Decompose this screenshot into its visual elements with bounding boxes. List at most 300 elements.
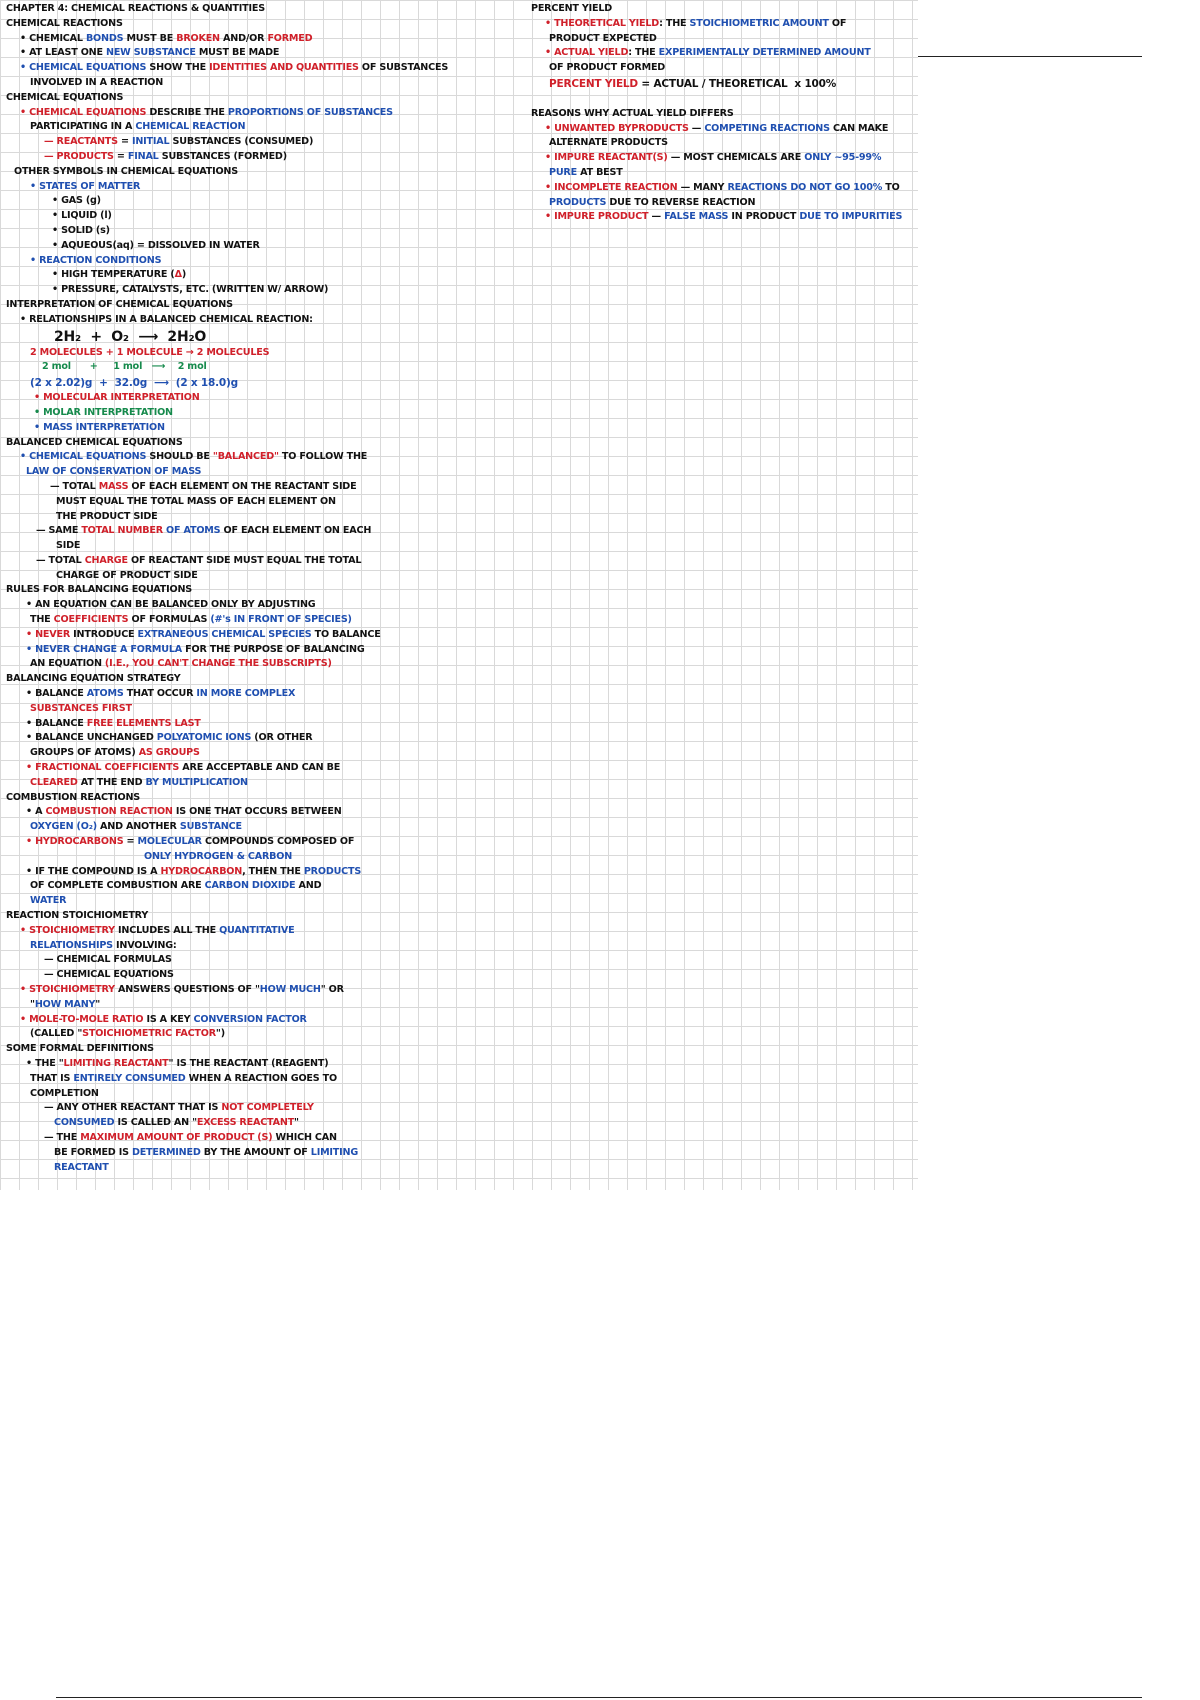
note-text: CONVERSION FACTOR: [193, 1013, 307, 1025]
left-column-line: [6, 436, 526, 451]
note-text: — MOST CHEMICALS ARE: [667, 152, 805, 164]
left-column-line: [6, 480, 526, 495]
left-column-line: [6, 643, 526, 658]
note-text: • AQUEOUS(aq) = DISSOLVED IN WATER: [52, 239, 260, 251]
note-text: • MOLE-TO-MOLE RATIO: [20, 1013, 144, 1025]
left-column-line: [6, 672, 526, 687]
note-text: IS A KEY: [143, 1013, 194, 1025]
note-text: (I.E., YOU CAN'T CHANGE THE SUBSCRIPTS): [104, 658, 332, 670]
note-text: • NEVER CHANGE A FORMULA: [26, 643, 182, 655]
note-text: EXCESS REACTANT: [196, 1117, 295, 1129]
note-text: COMBUSTION REACTIONS: [6, 791, 141, 803]
note-text: INTERPRETATION OF CHEMICAL EQUATIONS: [6, 298, 233, 310]
note-text: INVOLVED IN A REACTION: [30, 76, 164, 88]
note-text: SHOW THE: [146, 62, 210, 74]
note-text: RELATIONSHIPS: [30, 939, 113, 951]
note-text: INVOLVING:: [112, 939, 177, 951]
right-notes-column: [531, 2, 921, 225]
left-notes-column: [6, 2, 526, 1175]
note-text: IDENTITIES AND QUANTITIES: [209, 62, 359, 74]
note-text: • NEVER: [26, 628, 71, 640]
note-text: OF PRODUCT FORMED: [549, 62, 666, 74]
note-text: • STATES OF MATTER: [30, 180, 141, 192]
left-column-line: [6, 1161, 526, 1176]
note-text: PRODUCT EXPECTED: [549, 32, 657, 44]
left-column-line: [6, 835, 526, 850]
note-text: • UNWANTED BYPRODUCTS: [545, 122, 689, 134]
note-text: (OR OTHER: [251, 732, 313, 744]
left-column-line: [6, 61, 526, 76]
note-text: 2 MOLECULES + 1 MOLECULE → 2 MOLECULES: [30, 346, 270, 358]
left-column-line: [6, 524, 526, 539]
note-text: • CHEMICAL EQUATIONS: [20, 451, 147, 463]
note-text: AS GROUPS: [138, 747, 200, 759]
note-text: MOLECULAR: [137, 836, 202, 848]
note-text: IS ONE THAT OCCURS BETWEEN: [172, 806, 342, 818]
note-text: PERCENT YIELD: [549, 77, 638, 90]
right-column-line: [531, 122, 921, 137]
note-text: SIDE: [56, 540, 81, 552]
right-column-line: [531, 210, 921, 225]
note-text: COEFFICIENTS: [53, 614, 129, 626]
note-text: THE PRODUCT SIDE: [56, 510, 158, 522]
left-column-line: [6, 180, 526, 195]
left-column-line: [6, 32, 526, 47]
left-column-line: [6, 17, 526, 32]
note-text: • HYDROCARBONS: [26, 836, 124, 848]
left-column-line: [6, 850, 526, 865]
note-text: OF SUBSTANCES: [358, 62, 449, 74]
left-column-line: [6, 865, 526, 880]
note-text: FOR THE PURPOSE OF BALANCING: [182, 643, 365, 655]
note-text: — ANY OTHER REACTANT THAT IS: [44, 1102, 222, 1114]
note-text: • THEORETICAL YIELD: [545, 17, 660, 29]
note-text: THE: [30, 614, 54, 626]
left-column-line: [6, 1057, 526, 1072]
left-column-line: [6, 657, 526, 672]
note-text: • INCOMPLETE REACTION: [545, 181, 678, 193]
note-text: DUE TO IMPURITIES: [799, 211, 903, 223]
note-text: THAT IS: [30, 1072, 74, 1084]
left-column-line: [6, 628, 526, 643]
left-column-line: [6, 598, 526, 613]
note-text: • IMPURE PRODUCT: [545, 211, 649, 223]
note-text: CARBON DIOXIDE: [204, 880, 296, 892]
right-column-line: [531, 17, 921, 32]
note-text: ): [181, 269, 187, 281]
right-column-line: [531, 61, 921, 76]
left-column-line: [6, 613, 526, 628]
note-text: OF COMPLETE COMBUSTION ARE: [30, 880, 205, 892]
note-text: HOW MANY: [34, 998, 96, 1010]
note-text: — SAME: [36, 525, 82, 537]
note-text: OF REACTANT SIDE MUST EQUAL THE TOTAL: [127, 554, 362, 566]
note-text: ": [294, 1117, 299, 1129]
left-column-line: [6, 761, 526, 776]
note-text: — TOTAL: [36, 554, 85, 566]
note-text: REACTION STOICHIOMETRY: [6, 910, 149, 922]
note-text: —: [648, 211, 665, 223]
note-text: (2 x 2.02)g + 32.0g ⟶ (2 x 18.0)g: [30, 377, 238, 390]
note-text: =: [117, 136, 132, 148]
note-text: =: [637, 77, 654, 90]
left-column-line: [6, 150, 526, 165]
note-text: " OR: [320, 984, 344, 995]
note-text: — TOTAL: [50, 480, 99, 492]
note-text: AN EQUATION: [30, 658, 105, 670]
left-column-line: [6, 106, 526, 121]
note-text: STOICHIOMETRIC AMOUNT: [689, 17, 829, 29]
note-text: BROKEN: [176, 32, 220, 44]
left-column-line: [6, 76, 526, 91]
note-text: ENTIRELY CONSUMED: [73, 1072, 186, 1084]
left-column-line: [6, 939, 526, 954]
note-text: : THE: [659, 17, 690, 29]
note-text: LIMITING: [310, 1146, 358, 1158]
left-column-line: [6, 135, 526, 150]
note-text: REACTIONS DO NOT GO 100%: [727, 181, 883, 193]
right-column-line: [531, 166, 921, 181]
left-column-line: [6, 968, 526, 983]
note-text: • GAS (g): [52, 195, 101, 207]
note-text: OF FORMULAS: [128, 614, 211, 626]
note-text: MASS: [98, 480, 129, 492]
note-text: SUBSTANCE: [179, 821, 242, 833]
right-column-line: [531, 2, 921, 17]
bottom-rule: [56, 1697, 1142, 1698]
note-text: " IS THE REACTANT (REAGENT): [168, 1057, 329, 1069]
note-text: ONLY HYDROGEN & CARBON: [144, 850, 293, 862]
note-text: BONDS: [85, 32, 124, 44]
note-text: x 100%: [787, 77, 837, 90]
note-text: • LIQUID (l): [52, 210, 112, 222]
note-text: SUBSTANCES (FORMED): [158, 150, 287, 162]
note-text: OF EACH ELEMENT ON THE REACTANT SIDE: [128, 480, 357, 492]
left-column-line: [6, 450, 526, 465]
note-text: • CHEMICAL EQUATIONS: [20, 106, 147, 118]
left-column-line: [6, 1072, 526, 1087]
note-text: WHICH CAN: [272, 1131, 337, 1143]
note-text: "): [215, 1028, 225, 1040]
note-text: ": [30, 998, 35, 1010]
left-column-line: [6, 983, 526, 998]
note-text: PRODUCTS: [303, 865, 362, 877]
left-column-line: [6, 805, 526, 820]
note-text: AND ANOTHER: [96, 821, 180, 833]
note-text: COMBUSTION REACTION: [45, 806, 173, 818]
note-text: LIMITING REACTANT: [63, 1057, 169, 1069]
note-text: TO FOLLOW THE: [278, 451, 368, 463]
note-text: — REACTANTS: [44, 136, 118, 148]
note-text: EXTRANEOUS CHEMICAL SPECIES: [137, 628, 312, 640]
left-column-line: [6, 1131, 526, 1146]
left-column-line: [6, 91, 526, 106]
note-text: — THE: [44, 1131, 81, 1143]
note-text: PERCENT YIELD: [531, 3, 613, 14]
note-text: AT BEST: [576, 166, 623, 178]
note-text: IN MORE COMPLEX: [196, 688, 296, 700]
note-text: TO BALANCE: [311, 628, 381, 640]
note-text: CHEMICAL EQUATIONS: [6, 91, 124, 103]
note-text: • THE ": [26, 1057, 64, 1069]
left-column-line: [6, 406, 526, 421]
note-text: — PRODUCTS: [44, 150, 114, 162]
note-text: PARTICIPATING IN A: [30, 121, 136, 133]
left-column-line: [6, 909, 526, 924]
note-text: • STOICHIOMETRY: [20, 984, 115, 995]
note-text: PRODUCTS: [549, 196, 607, 208]
note-text: AT THE END: [77, 776, 146, 788]
note-text: FREE ELEMENTS LAST: [86, 717, 201, 729]
left-column-line: [6, 879, 526, 894]
note-text: • BALANCE: [26, 688, 87, 700]
right-column-line: [531, 32, 921, 47]
note-text: MAXIMUM AMOUNT OF PRODUCT (S): [80, 1131, 273, 1143]
left-column-line: [6, 298, 526, 313]
left-column-line: [6, 2, 526, 17]
note-text: OTHER SYMBOLS IN CHEMICAL EQUATIONS: [14, 165, 238, 177]
note-text: EXPERIMENTALLY DETERMINED AMOUNT: [658, 47, 871, 59]
note-text: MUST EQUAL THE TOTAL MASS OF EACH ELEMENT ON: [56, 495, 336, 507]
note-text: • REACTION CONDITIONS: [30, 254, 162, 266]
left-column-line: [6, 346, 526, 361]
note-text: : THE: [628, 47, 659, 59]
note-text: FORMED: [267, 32, 313, 44]
note-text: RULES FOR BALANCING EQUATIONS: [6, 584, 192, 596]
left-column-line: [6, 717, 526, 732]
note-text: • AT LEAST ONE: [20, 47, 106, 59]
note-text: QUANTITATIVE: [219, 924, 295, 936]
note-text: • AN EQUATION CAN BE BALANCED ONLY BY ADJUSTING: [26, 599, 316, 611]
note-text: STOICHIOMETRIC FACTOR: [82, 1028, 216, 1040]
note-text: (#'s IN FRONT OF SPECIES): [210, 614, 352, 626]
right-column-line: [531, 196, 921, 211]
note-text: CHEMICAL REACTIONS: [6, 17, 123, 29]
note-text: NOT COMPLETELY: [221, 1102, 314, 1114]
note-text: ALTERNATE PRODUCTS: [549, 137, 668, 149]
left-column-line: [6, 495, 526, 510]
left-column-line: [6, 569, 526, 584]
note-text: HOW MUCH: [259, 984, 321, 995]
note-text: 2 mol + 1 mol ⟶ 2 mol: [42, 361, 207, 373]
note-text: (CALLED ": [30, 1028, 83, 1040]
note-text: GROUPS OF ATOMS): [30, 747, 139, 759]
left-column-line: [6, 820, 526, 835]
note-text: =: [123, 836, 138, 848]
note-text: IN PRODUCT: [728, 211, 800, 223]
note-text: INTRODUCE: [70, 628, 138, 640]
note-text: OF: [828, 17, 847, 29]
left-column-line: [6, 375, 526, 391]
note-text: — MANY: [677, 181, 728, 193]
note-text: WATER: [30, 895, 67, 907]
note-text: AND: [295, 880, 322, 892]
note-text: • SOLID (s): [52, 224, 110, 236]
note-text: TO: [882, 181, 900, 193]
note-text: INITIAL: [131, 136, 170, 148]
note-text: REACTANT: [54, 1161, 109, 1173]
note-text: CONSUMED: [54, 1117, 115, 1129]
left-column-line: [6, 687, 526, 702]
note-text: LAW OF CONSERVATION OF MASS: [26, 466, 202, 478]
left-column-line: [6, 165, 526, 180]
top-right-rule: [918, 56, 1142, 57]
note-text: OF ATOMS: [162, 525, 221, 537]
note-text: POLYATOMIC IONS: [156, 732, 252, 744]
note-text: • MOLECULAR INTERPRETATION: [34, 392, 200, 404]
left-column-line: [6, 791, 526, 806]
left-column-line: [6, 391, 526, 406]
left-column-line: [6, 120, 526, 135]
left-column-line: [6, 894, 526, 909]
right-column-line: [531, 92, 921, 107]
note-text: NEW SUBSTANCE: [106, 47, 196, 59]
note-text: BY MULTIPLICATION: [145, 776, 248, 788]
note-text: DUE TO REVERSE REACTION: [606, 196, 756, 208]
note-text: SUBSTANCES (CONSUMED): [169, 136, 314, 148]
note-text: FALSE MASS: [664, 211, 729, 223]
note-text: COMPETING REACTIONS: [704, 122, 830, 134]
note-text: COMPLETION: [30, 1087, 99, 1099]
note-text: • FRACTIONAL COEFFICIENTS: [26, 762, 180, 774]
left-column-line: [6, 1146, 526, 1161]
note-text: — CHEMICAL FORMULAS: [44, 954, 172, 966]
note-text: SHOULD BE: [146, 451, 213, 463]
left-column-line: [6, 953, 526, 968]
right-column-line: [531, 46, 921, 61]
left-column-line: [6, 328, 526, 346]
left-column-line: [6, 1116, 526, 1131]
note-text: • PRESSURE, CATALYSTS, ETC. (WRITTEN W/ ARROW): [52, 284, 329, 296]
note-text: =: [113, 150, 128, 162]
left-column-line: [6, 360, 526, 375]
left-column-line: [6, 209, 526, 224]
note-text: HYDROCARBON: [160, 865, 243, 877]
note-text: Δ: [174, 269, 182, 281]
right-column-line: [531, 151, 921, 166]
left-column-line: [6, 283, 526, 298]
note-text: DETERMINED: [131, 1146, 201, 1158]
note-text: CLEARED: [30, 776, 78, 788]
left-column-line: [6, 268, 526, 283]
note-text: ONLY ~95-99%: [804, 152, 882, 164]
note-text: MUST BE MADE: [195, 47, 280, 59]
note-text: PROPORTIONS OF SUBSTANCES: [227, 106, 393, 118]
note-text: • IMPURE REACTANT(S): [545, 152, 668, 164]
right-column-line: [531, 181, 921, 196]
note-text: • BALANCE: [26, 717, 87, 729]
left-column-line: [6, 194, 526, 209]
left-column-line: [6, 1013, 526, 1028]
note-text: — CHEMICAL EQUATIONS: [44, 969, 174, 981]
right-column-line: [531, 107, 921, 122]
left-column-line: [6, 539, 526, 554]
note-text: —: [688, 122, 705, 134]
note-text: • CHEMICAL EQUATIONS: [20, 62, 147, 74]
note-text: 2H₂ + O₂ ⟶ 2H₂O: [54, 328, 207, 345]
note-text: • MOLAR INTERPRETATION: [34, 406, 173, 418]
note-text: PURE: [549, 166, 577, 178]
note-text: ANSWERS QUESTIONS OF ": [114, 984, 260, 995]
note-text: CAN MAKE: [829, 122, 889, 134]
left-column-line: [6, 583, 526, 598]
note-text: ": [95, 998, 101, 1010]
note-text: WHEN A REACTION GOES TO: [185, 1072, 337, 1084]
right-column-line: [531, 76, 921, 92]
note-text: , THEN THE: [242, 865, 304, 877]
note-text: BALANCING EQUATION STRATEGY: [6, 673, 181, 685]
left-column-line: [6, 1101, 526, 1116]
note-text: OXYGEN (O₂): [30, 821, 97, 833]
left-column-line: [6, 510, 526, 525]
note-text: CHARGE OF PRODUCT SIDE: [56, 569, 198, 581]
note-text: INCLUDES ALL THE: [114, 924, 220, 936]
left-column-line: [6, 702, 526, 717]
note-text: • STOICHIOMETRY: [20, 924, 115, 936]
note-text: • IF THE COMPOUND IS A: [26, 865, 161, 877]
left-column-line: [6, 746, 526, 761]
note-text: • HIGH TEMPERATURE (: [52, 269, 175, 281]
note-text: OF EACH ELEMENT ON EACH: [220, 525, 372, 537]
left-column-line: [6, 1042, 526, 1057]
note-text: ARE ACCEPTABLE AND CAN BE: [179, 762, 341, 774]
note-text: • RELATIONSHIPS IN A BALANCED CHEMICAL REACTION:: [20, 313, 313, 325]
left-column-line: [6, 254, 526, 269]
note-text: TOTAL NUMBER: [81, 525, 163, 537]
note-text: COMPOUNDS COMPOSED OF: [201, 836, 355, 848]
note-text: SOME FORMAL DEFINITIONS: [6, 1043, 154, 1055]
left-column-line: [6, 465, 526, 480]
left-column-line: [6, 421, 526, 436]
left-column-line: [6, 224, 526, 239]
left-column-line: [6, 924, 526, 939]
note-text: CHAPTER 4: CHEMICAL REACTIONS & QUANTITIES: [6, 3, 265, 14]
left-column-line: [6, 46, 526, 61]
left-column-line: [6, 554, 526, 569]
note-text: IS CALLED AN ": [114, 1117, 197, 1129]
note-text: • ACTUAL YIELD: [545, 47, 629, 59]
note-text: • MASS INTERPRETATION: [34, 421, 165, 433]
note-text: CHARGE: [84, 554, 128, 566]
left-column-line: [6, 998, 526, 1013]
left-column-line: [6, 776, 526, 791]
note-text: DESCRIBE THE: [146, 106, 228, 118]
note-text: • BALANCE UNCHANGED: [26, 732, 157, 744]
left-column-line: [6, 731, 526, 746]
note-text: "BALANCED": [212, 451, 279, 463]
note-text: ATOMS: [86, 688, 124, 700]
left-column-line: [6, 1027, 526, 1042]
note-text: [531, 93, 534, 104]
note-text: SUBSTANCES FIRST: [30, 702, 132, 714]
note-text: BY THE AMOUNT OF: [200, 1146, 311, 1158]
note-text: THAT OCCUR: [123, 688, 197, 700]
note-text: AND/OR: [219, 32, 268, 44]
left-column-line: [6, 313, 526, 328]
note-text: ACTUAL / THEORETICAL: [653, 77, 788, 90]
left-column-line: [6, 1087, 526, 1102]
left-column-line: [6, 239, 526, 254]
note-text: • A: [26, 806, 46, 818]
note-text: CHEMICAL REACTION: [135, 121, 246, 133]
note-text: MUST BE: [123, 32, 177, 44]
note-text: • CHEMICAL: [20, 32, 86, 44]
note-text: BALANCED CHEMICAL EQUATIONS: [6, 436, 183, 448]
right-column-line: [531, 136, 921, 151]
note-text: FINAL: [127, 150, 159, 162]
note-text: REASONS WHY ACTUAL YIELD DIFFERS: [531, 107, 734, 119]
note-text: BE FORMED IS: [54, 1146, 132, 1158]
